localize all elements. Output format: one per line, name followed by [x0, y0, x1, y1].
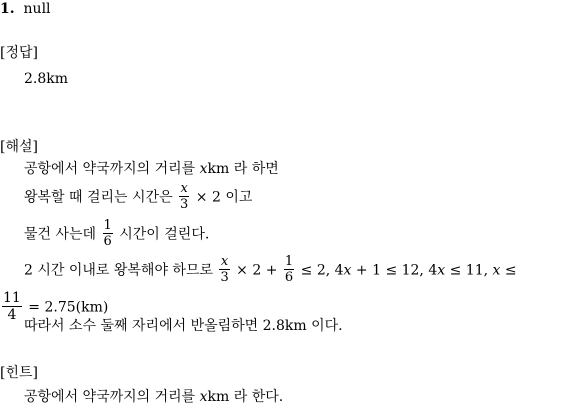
text-fragment: 2 시간 이내로 왕복해야 하므로: [24, 262, 218, 279]
question-number: 1.: [0, 1, 15, 17]
text-fragment: × 2 +: [231, 262, 282, 279]
math-variable: x: [343, 262, 352, 279]
hint-label: [힌트]: [0, 365, 38, 381]
answer-label: [정답]: [0, 45, 38, 61]
math-variable: x: [492, 262, 501, 279]
explanation-line-3: [24, 220, 209, 249]
explanation-line-2: [24, 183, 252, 212]
text-fragment: = 2.75(km): [23, 299, 109, 316]
fraction: [2, 291, 22, 322]
text-fragment: ≤ 11,: [445, 262, 493, 279]
fraction: [284, 255, 294, 284]
fraction-denominator: 6: [103, 234, 112, 249]
answer-value: 2.8km: [24, 71, 69, 87]
fraction-numerator: 1: [103, 218, 112, 233]
math-variable: x: [437, 262, 446, 279]
text-fragment: ≤ 2, 4: [296, 262, 344, 279]
fraction-denominator: 6: [284, 270, 294, 285]
explanation-line-6: 따라서 소수 둘째 자리에서 반올림하면 2.8km 이다.: [24, 318, 343, 334]
text-fragment: 시간이 걸린다.: [114, 226, 210, 243]
fraction: [219, 255, 229, 284]
text-fragment: 공항에서 약국까지의 거리를: [24, 389, 200, 405]
question-line: [0, 0, 51, 18]
math-variable: x: [199, 389, 208, 405]
text-fragment: 물건 사는데: [24, 226, 101, 243]
text-fragment: × 2 이고: [191, 189, 253, 206]
fraction-denominator: 4: [7, 307, 17, 323]
question-text: null: [23, 1, 51, 17]
fraction: [103, 219, 113, 248]
text-fragment: + 1 ≤ 12, 4: [351, 262, 438, 279]
text-fragment: ≤: [500, 262, 517, 279]
fraction-numerator: 1: [284, 254, 294, 269]
hint-text: [24, 388, 283, 406]
fraction-denominator: 3: [180, 197, 189, 212]
text-fragment: km 라 한다.: [207, 389, 284, 405]
explanation-label: [해설]: [0, 139, 38, 155]
fraction-numerator: x: [180, 181, 188, 196]
fraction-numerator: x: [220, 254, 229, 269]
text-fragment: km 라 하면: [207, 161, 279, 177]
fraction-numerator: 11: [3, 290, 21, 306]
fraction-denominator: 3: [220, 270, 229, 285]
math-variable: x: [199, 161, 208, 177]
text-fragment: 왕복할 때 걸리는 시간은: [24, 189, 178, 206]
explanation-line-1: [24, 160, 279, 178]
explanation-line-4: [24, 256, 517, 285]
text-fragment: 공항에서 약국까지의 거리를: [24, 161, 200, 177]
fraction: [179, 182, 189, 211]
